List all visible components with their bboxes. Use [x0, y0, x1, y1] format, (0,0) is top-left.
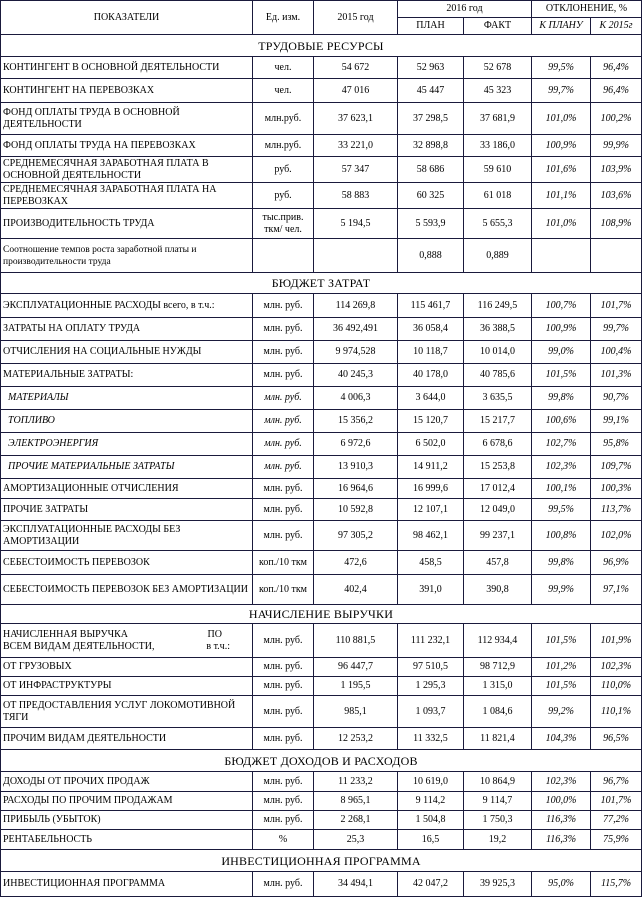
row-value-plan: 458,5: [398, 551, 464, 575]
row-unit: руб.: [253, 157, 314, 183]
row-name: ИНВЕСТИЦИОННАЯ ПРОГРАММА: [1, 872, 253, 897]
table-row: [1, 294, 642, 318]
row-value-plan: 60 325: [398, 183, 464, 209]
row-value-fact: 36 388,5: [464, 318, 532, 341]
row-deviation-plan: 104,3%: [532, 728, 591, 750]
section-title: БЮДЖЕТ ДОХОДОВ И РАСХОДОВ: [1, 750, 642, 772]
row-unit: %: [253, 830, 314, 850]
row-value-2015: 12 253,2: [314, 728, 398, 750]
header-unit: Ед. изм.: [253, 1, 314, 35]
table-row: [1, 830, 642, 850]
row-name: ФОНД ОПЛАТЫ ТРУДА НА ПЕРЕВОЗКАХ: [1, 135, 253, 157]
table-row: [1, 57, 642, 79]
row-deviation-plan: 102,3%: [532, 456, 591, 479]
row-deviation-2015: 101,3%: [591, 364, 642, 387]
row-value-fact: 99 237,1: [464, 521, 532, 551]
row-unit: млн. руб.: [253, 521, 314, 551]
row-deviation-2015: 96,5%: [591, 728, 642, 750]
row-value-plan: 14 911,2: [398, 456, 464, 479]
row-deviation-2015: 102,3%: [591, 658, 642, 677]
row-deviation-plan: 102,3%: [532, 772, 591, 792]
row-value-fact: 457,8: [464, 551, 532, 575]
row-value-fact: 10 014,0: [464, 341, 532, 364]
header-to-2015: К 2015г: [591, 18, 642, 35]
row-deviation-2015: 75,9%: [591, 830, 642, 850]
row-value-plan: 45 447: [398, 79, 464, 103]
row-unit: млн. руб.: [253, 728, 314, 750]
row-name: РАСХОДЫ ПО ПРОЧИМ ПРОДАЖАМ: [1, 792, 253, 811]
row-value-2015: [314, 239, 398, 273]
table-row: [1, 387, 642, 410]
row-value-plan: 1 295,3: [398, 677, 464, 696]
row-deviation-plan: 100,7%: [532, 294, 591, 318]
row-value-plan: 37 298,5: [398, 103, 464, 135]
row-deviation-2015: 99,1%: [591, 410, 642, 433]
table-row: [1, 209, 642, 239]
row-name: ТОПЛИВО: [1, 410, 253, 433]
row-value-fact: 9 114,7: [464, 792, 532, 811]
row-unit: млн. руб.: [253, 387, 314, 410]
row-value-plan: 40 178,0: [398, 364, 464, 387]
row-name: ПРИБЫЛЬ (УБЫТОК): [1, 811, 253, 830]
row-deviation-plan: 95,0%: [532, 872, 591, 897]
row-name: РЕНТАБЕЛЬНОСТЬ: [1, 830, 253, 850]
row-value-2015: 97 305,2: [314, 521, 398, 551]
table-row: [1, 157, 642, 183]
table-row: [1, 103, 642, 135]
row-deviation-plan: 101,0%: [532, 209, 591, 239]
row-name: СРЕДНЕМЕСЯЧНАЯ ЗАРАБОТНАЯ ПЛАТА В ОСНОВНОЙ ДЕЯТЕЛЬНОСТИ: [1, 157, 253, 183]
row-value-2015: 2 268,1: [314, 811, 398, 830]
row-deviation-2015: 102,0%: [591, 521, 642, 551]
row-value-2015: 16 964,6: [314, 479, 398, 499]
table-row: [1, 872, 642, 897]
table-row: [1, 575, 642, 605]
row-value-2015: 6 972,6: [314, 433, 398, 456]
row-deviation-2015: 115,7%: [591, 872, 642, 897]
row-value-fact: 12 049,0: [464, 499, 532, 521]
table-row: [1, 772, 642, 792]
row-deviation-2015: 96,4%: [591, 79, 642, 103]
row-value-fact: 17 012,4: [464, 479, 532, 499]
row-value-fact: 52 678: [464, 57, 532, 79]
row-name: ЭЛЕКТРОЭНЕРГИЯ: [1, 433, 253, 456]
row-unit: млн. руб.: [253, 318, 314, 341]
row-unit: млн.руб.: [253, 135, 314, 157]
row-deviation-plan: 100,9%: [532, 318, 591, 341]
row-deviation-plan: 101,2%: [532, 658, 591, 677]
section-title: НАЧИСЛЕНИЕ ВЫРУЧКИ: [1, 605, 642, 624]
row-deviation-plan: 99,5%: [532, 499, 591, 521]
row-value-2015: 37 623,1: [314, 103, 398, 135]
row-unit: [253, 239, 314, 273]
row-name: ПРОЧИМ ВИДАМ ДЕЯТЕЛЬНОСТИ: [1, 728, 253, 750]
row-deviation-plan: 99,9%: [532, 575, 591, 605]
row-name: Соотношение темпов роста заработной платы и производительности труда: [1, 239, 253, 273]
row-deviation-plan: 116,3%: [532, 811, 591, 830]
row-value-2015: 1 195,5: [314, 677, 398, 696]
row-value-plan: 6 502,0: [398, 433, 464, 456]
row-value-2015: 15 356,2: [314, 410, 398, 433]
table-row: [1, 811, 642, 830]
row-value-fact: 6 678,6: [464, 433, 532, 456]
row-deviation-2015: 109,7%: [591, 456, 642, 479]
row-value-plan: 3 644,0: [398, 387, 464, 410]
row-name: КОНТИНГЕНТ НА ПЕРЕВОЗКАХ: [1, 79, 253, 103]
row-value-2015: 10 592,8: [314, 499, 398, 521]
row-name-text: ВСЕМ ВИДАМ ДЕЯТЕЛЬНОСТИ,: [3, 640, 155, 652]
row-deviation-2015: 101,7%: [591, 294, 642, 318]
table-row: [1, 499, 642, 521]
row-deviation-plan: 99,2%: [532, 696, 591, 728]
row-value-plan: 5 593,9: [398, 209, 464, 239]
row-value-2015: 54 672: [314, 57, 398, 79]
row-value-plan: 0,888: [398, 239, 464, 273]
row-value-plan: 10 118,7: [398, 341, 464, 364]
table-row: [1, 677, 642, 696]
row-name-line-2: [3, 641, 250, 653]
table-row: [1, 364, 642, 387]
row-value-plan: 42 047,2: [398, 872, 464, 897]
row-value-2015: 34 494,1: [314, 872, 398, 897]
row-deviation-2015: 97,1%: [591, 575, 642, 605]
row-deviation-plan: 101,5%: [532, 677, 591, 696]
row-value-fact: 11 821,4: [464, 728, 532, 750]
row-name: СРЕДНЕМЕСЯЧНАЯ ЗАРАБОТНАЯ ПЛАТА НА ПЕРЕВОЗКАХ: [1, 183, 253, 209]
row-value-plan: 36 058,4: [398, 318, 464, 341]
row-value-fact: 1 315,0: [464, 677, 532, 696]
row-deviation-2015: 103,6%: [591, 183, 642, 209]
row-value-fact: 45 323: [464, 79, 532, 103]
row-value-fact: 0,889: [464, 239, 532, 273]
row-name: ДОХОДЫ ОТ ПРОЧИХ ПРОДАЖ: [1, 772, 253, 792]
row-unit: млн. руб.: [253, 811, 314, 830]
row-deviation-plan: 116,3%: [532, 830, 591, 850]
row-value-plan: 32 898,8: [398, 135, 464, 157]
row-value-2015: 40 245,3: [314, 364, 398, 387]
row-value-plan: 11 332,5: [398, 728, 464, 750]
row-value-fact: 39 925,3: [464, 872, 532, 897]
row-deviation-plan: 99,0%: [532, 341, 591, 364]
row-value-fact: 10 864,9: [464, 772, 532, 792]
row-deviation-2015: 96,9%: [591, 551, 642, 575]
row-unit: млн. руб.: [253, 658, 314, 677]
row-value-2015: 8 965,1: [314, 792, 398, 811]
row-name: ФОНД ОПЛАТЫ ТРУДА В ОСНОВНОЙ ДЕЯТЕЛЬНОСТИ: [1, 103, 253, 135]
table-row: [1, 551, 642, 575]
row-value-plan: 98 462,1: [398, 521, 464, 551]
row-unit: млн. руб.: [253, 364, 314, 387]
row-deviation-2015: 90,7%: [591, 387, 642, 410]
row-deviation-plan: 99,5%: [532, 57, 591, 79]
row-value-plan: 10 619,0: [398, 772, 464, 792]
row-value-fact: 5 655,3: [464, 209, 532, 239]
row-value-2015: 36 492,491: [314, 318, 398, 341]
row-deviation-plan: 100,1%: [532, 479, 591, 499]
section-row: [1, 273, 642, 294]
row-unit: млн. руб.: [253, 624, 314, 658]
table-row: [1, 318, 642, 341]
row-deviation-2015: 95,8%: [591, 433, 642, 456]
table-row: [1, 79, 642, 103]
row-value-2015: 25,3: [314, 830, 398, 850]
row-value-fact: 19,2: [464, 830, 532, 850]
table-row: [1, 792, 642, 811]
row-value-plan: 16 999,6: [398, 479, 464, 499]
row-name: ЭКСПЛУАТАЦИОННЫЕ РАСХОДЫ всего, в т.ч.:: [1, 294, 253, 318]
row-value-plan: 16,5: [398, 830, 464, 850]
row-value-fact: 1 084,6: [464, 696, 532, 728]
row-deviation-2015: 103,9%: [591, 157, 642, 183]
row-value-plan: 97 510,5: [398, 658, 464, 677]
header-indicators: ПОКАЗАТЕЛИ: [1, 1, 253, 35]
row-value-fact: 33 186,0: [464, 135, 532, 157]
row-unit: млн. руб.: [253, 499, 314, 521]
row-deviation-2015: 77,2%: [591, 811, 642, 830]
row-value-2015: 472,6: [314, 551, 398, 575]
row-value-plan: 52 963: [398, 57, 464, 79]
row-value-plan: 111 232,1: [398, 624, 464, 658]
row-name: МАТЕРИАЛЫ: [1, 387, 253, 410]
row-deviation-2015: [591, 239, 642, 273]
table-row: [1, 479, 642, 499]
row-value-plan: 9 114,2: [398, 792, 464, 811]
table-row: [1, 521, 642, 551]
table-row: [1, 341, 642, 364]
row-value-fact: 3 635,5: [464, 387, 532, 410]
table-row: [1, 456, 642, 479]
row-deviation-2015: 99,9%: [591, 135, 642, 157]
row-name: АМОРТИЗАЦИОННЫЕ ОТЧИСЛЕНИЯ: [1, 479, 253, 499]
row-deviation-plan: [532, 239, 591, 273]
row-value-2015: 57 347: [314, 157, 398, 183]
row-value-fact: 1 750,3: [464, 811, 532, 830]
row-unit: млн. руб.: [253, 479, 314, 499]
row-value-2015: 110 881,5: [314, 624, 398, 658]
row-value-fact: 390,8: [464, 575, 532, 605]
header-deviation: ОТКЛОНЕНИЕ, %: [532, 1, 642, 18]
header-year-2015: 2015 год: [314, 1, 398, 35]
row-deviation-2015: 100,4%: [591, 341, 642, 364]
row-name-line-1: [3, 629, 250, 641]
table-row: [1, 696, 642, 728]
row-unit: млн. руб.: [253, 294, 314, 318]
row-deviation-plan: 99,8%: [532, 551, 591, 575]
row-unit: млн. руб.: [253, 677, 314, 696]
row-value-2015: 9 974,528: [314, 341, 398, 364]
row-value-2015: 47 016: [314, 79, 398, 103]
row-value-2015: 33 221,0: [314, 135, 398, 157]
row-name: [1, 624, 253, 658]
row-value-fact: 98 712,9: [464, 658, 532, 677]
row-deviation-plan: 102,7%: [532, 433, 591, 456]
row-value-fact: 40 785,6: [464, 364, 532, 387]
row-deviation-2015: 113,7%: [591, 499, 642, 521]
row-unit: млн. руб.: [253, 433, 314, 456]
row-name-text-right: ПО: [207, 628, 222, 640]
row-value-plan: 391,0: [398, 575, 464, 605]
row-value-2015: 96 447,7: [314, 658, 398, 677]
header-to-plan: К ПЛАНУ: [532, 18, 591, 35]
row-name: ЗАТРАТЫ НА ОПЛАТУ ТРУДА: [1, 318, 253, 341]
row-value-fact: 15 253,8: [464, 456, 532, 479]
table-row: [1, 410, 642, 433]
row-unit: тыс.прив. ткм/ чел.: [253, 209, 314, 239]
row-name: КОНТИНГЕНТ В ОСНОВНОЙ ДЕЯТЕЛЬНОСТИ: [1, 57, 253, 79]
row-unit: млн.руб.: [253, 103, 314, 135]
header-fact: ФАКТ: [464, 18, 532, 35]
row-value-2015: 11 233,2: [314, 772, 398, 792]
row-value-plan: 1 504,8: [398, 811, 464, 830]
row-value-fact: 37 681,9: [464, 103, 532, 135]
table-row: [1, 183, 642, 209]
row-unit: млн. руб.: [253, 341, 314, 364]
row-name-text: НАЧИСЛЕННАЯ ВЫРУЧКА: [3, 628, 128, 640]
row-deviation-plan: 100,6%: [532, 410, 591, 433]
row-value-2015: 114 269,8: [314, 294, 398, 318]
table-row: [1, 433, 642, 456]
row-deviation-2015: 99,7%: [591, 318, 642, 341]
row-value-2015: 5 194,5: [314, 209, 398, 239]
row-deviation-2015: 110,0%: [591, 677, 642, 696]
row-value-2015: 13 910,3: [314, 456, 398, 479]
row-unit: млн. руб.: [253, 872, 314, 897]
row-deviation-2015: 96,7%: [591, 772, 642, 792]
row-name: ОТЧИСЛЕНИЯ НА СОЦИАЛЬНЫЕ НУЖДЫ: [1, 341, 253, 364]
row-deviation-plan: 100,8%: [532, 521, 591, 551]
section-row: [1, 605, 642, 624]
row-name-text-right: в т.ч.:: [206, 640, 230, 652]
row-name: ОТ ГРУЗОВЫХ: [1, 658, 253, 677]
row-deviation-plan: 99,8%: [532, 387, 591, 410]
row-deviation-plan: 99,7%: [532, 79, 591, 103]
row-name: СЕБЕСТОИМОСТЬ ПЕРЕВОЗОК: [1, 551, 253, 575]
row-value-2015: 402,4: [314, 575, 398, 605]
row-deviation-plan: 101,5%: [532, 364, 591, 387]
row-name: ПРОЧИЕ МАТЕРИАЛЬНЫЕ ЗАТРАТЫ: [1, 456, 253, 479]
row-deviation-2015: 100,2%: [591, 103, 642, 135]
row-deviation-2015: 101,9%: [591, 624, 642, 658]
row-deviation-plan: 101,1%: [532, 183, 591, 209]
row-unit: млн. руб.: [253, 696, 314, 728]
row-deviation-2015: 96,4%: [591, 57, 642, 79]
row-value-plan: 1 093,7: [398, 696, 464, 728]
table-row: [1, 239, 642, 273]
row-unit: млн. руб.: [253, 410, 314, 433]
row-name: ЭКСПЛУАТАЦИОННЫЕ РАСХОДЫ БЕЗ АМОРТИЗАЦИИ: [1, 521, 253, 551]
row-deviation-2015: 100,3%: [591, 479, 642, 499]
row-value-plan: 15 120,7: [398, 410, 464, 433]
row-value-plan: 12 107,1: [398, 499, 464, 521]
row-name: ОТ ИНФРАСТРУКТУРЫ: [1, 677, 253, 696]
row-unit: млн. руб.: [253, 792, 314, 811]
row-deviation-plan: 100,0%: [532, 792, 591, 811]
row-name: ПРОЧИЕ ЗАТРАТЫ: [1, 499, 253, 521]
header-year-2016: 2016 год: [398, 1, 532, 18]
section-title: БЮДЖЕТ ЗАТРАТ: [1, 273, 642, 294]
row-value-plan: 58 686: [398, 157, 464, 183]
row-unit: млн. руб.: [253, 456, 314, 479]
row-deviation-2015: 101,7%: [591, 792, 642, 811]
row-name: ОТ ПРЕДОСТАВЛЕНИЯ УСЛУГ ЛОКОМОТИВНОЙ ТЯГИ: [1, 696, 253, 728]
row-name: МАТЕРИАЛЬНЫЕ ЗАТРАТЫ:: [1, 364, 253, 387]
row-value-fact: 61 018: [464, 183, 532, 209]
row-name: СЕБЕСТОИМОСТЬ ПЕРЕВОЗОК БЕЗ АМОРТИЗАЦИИ: [1, 575, 253, 605]
row-value-2015: 58 883: [314, 183, 398, 209]
row-name: ПРОИЗВОДИТЕЛЬНОСТЬ ТРУДА: [1, 209, 253, 239]
row-value-fact: 112 934,4: [464, 624, 532, 658]
row-unit: коп./10 ткм: [253, 551, 314, 575]
row-unit: коп./10 ткм: [253, 575, 314, 605]
table-row: [1, 728, 642, 750]
section-title: ТРУДОВЫЕ РЕСУРСЫ: [1, 35, 642, 57]
table-row: [1, 135, 642, 157]
row-unit: чел.: [253, 79, 314, 103]
row-value-2015: 4 006,3: [314, 387, 398, 410]
row-deviation-2015: 108,9%: [591, 209, 642, 239]
row-deviation-plan: 101,5%: [532, 624, 591, 658]
header-plan: ПЛАН: [398, 18, 464, 35]
row-unit: млн. руб.: [253, 772, 314, 792]
table-row: [1, 658, 642, 677]
row-unit: чел.: [253, 57, 314, 79]
row-deviation-plan: 100,9%: [532, 135, 591, 157]
section-row: [1, 750, 642, 772]
row-unit: руб.: [253, 183, 314, 209]
row-deviation-2015: 110,1%: [591, 696, 642, 728]
table-row: [1, 624, 642, 658]
row-deviation-plan: 101,0%: [532, 103, 591, 135]
row-value-2015: 985,1: [314, 696, 398, 728]
row-value-fact: 116 249,5: [464, 294, 532, 318]
section-title: ИНВЕСТИЦИОННАЯ ПРОГРАММА: [1, 850, 642, 872]
row-value-plan: 115 461,7: [398, 294, 464, 318]
row-value-fact: 15 217,7: [464, 410, 532, 433]
section-row: [1, 35, 642, 57]
section-row: [1, 850, 642, 872]
row-deviation-plan: 101,6%: [532, 157, 591, 183]
row-value-fact: 59 610: [464, 157, 532, 183]
